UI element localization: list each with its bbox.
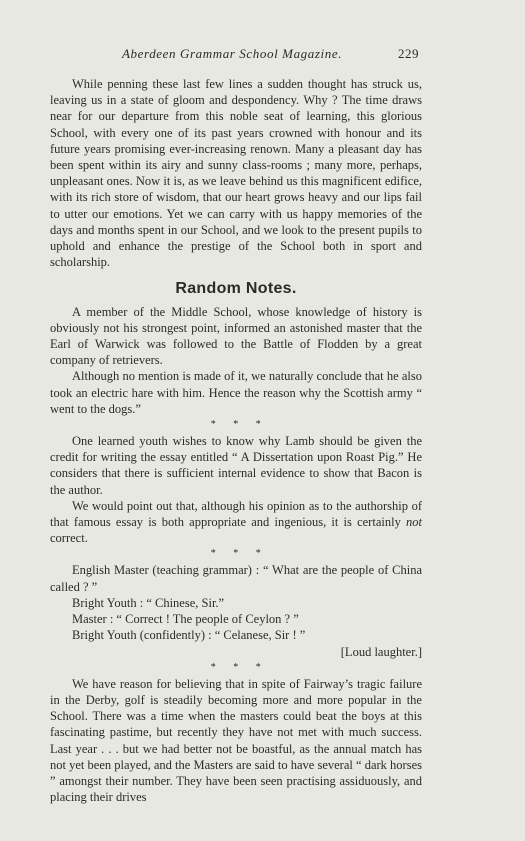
asterism-separator: * * * [210, 419, 262, 431]
note2-paragraph1: One learned youth wishes to know why Lamb should be given the credit for writing the essay entitled “ A Dissertation upon Roast Pig.” He considers that there is sufficient internal evidence to show that Bacon is the author. [50, 434, 422, 497]
article-body [50, 76, 422, 805]
note1-paragraph1: A member of the Middle School, whose knowledge of history is obviously not his strongest point, informed an astonished master that the Earl of Warwick was followed to the Battle of Flodden by a great company of retrievers. [50, 304, 422, 368]
note2-text-end: correct. [50, 531, 88, 546]
stage-direction: [Loud laughter.] [340, 644, 422, 659]
running-title: Aberdeen Grammar School Magazine. [122, 46, 343, 61]
page-header [0, 46, 525, 66]
dialogue-line: Bright Youth : “ Chinese, Sir.” [72, 595, 225, 610]
note4-paragraph: We have reason for believing that in spite of Fairway’s tragic failure in the Derby, golf is steadily becoming more and more popular in the School. There was a time when the masters could beat the boys at this fascinating pastime, but recently they have not met with much success. Last year . . . but we had better not be boastful, as the annual match has not yet been played, and the Masters are said to have several “ dark horses ” amongst their number. They have been seen practising assiduously, and placing their drives [50, 676, 422, 805]
note2-emphasis: not [406, 515, 422, 530]
note1-paragraph2: Although no mention is made of it, we naturally conclude that he also took an electric hare with him. Hence the reason why the Scottish army “ went to the dogs.” [50, 369, 422, 416]
asterism-separator: * * * [210, 661, 262, 673]
page-number: 229 [398, 46, 419, 61]
dialogue-line: Master : “ Correct ! The people of Ceylon ? ” [72, 612, 299, 627]
dialogue-intro: English Master (teaching grammar) : “ What are the people of China called ? ” [50, 563, 422, 594]
section-heading: Random Notes. [175, 280, 297, 298]
note2-text-start: We would point out that, although his opinion as to the authorship of that famous essay is both appropriate and ingenious, it is certainly [50, 498, 422, 530]
intro-paragraph: While penning these last few lines a sudden thought has struck us, leaving us in a state of gloom and despondency. Why ? The time draws near for our departure from this noble seat of learning, this glorious School, with every one of its past years crowned with honour and its future years promising ever-increasing renown. Many a pleasant day has been spent within its airy and sunny class-rooms ; many more, perhaps, unpleasant ones. Now it is, as we leave behind us this magnificent edifice, with its rich store of wisdom, that our heart grows heavy and our lips fail to utter our emotions. Yet we can carry with us happy memories of the days and months spent in our School, and we look to the present pupils to uphold and enhance the prestige of the School both in sport and scholarship. [50, 77, 422, 270]
asterism-separator: * * * [210, 548, 262, 560]
dialogue-line: Bright Youth (confidently) : “ Celanese, Sir ! ” [72, 628, 306, 643]
note2-paragraph2 [50, 498, 422, 547]
